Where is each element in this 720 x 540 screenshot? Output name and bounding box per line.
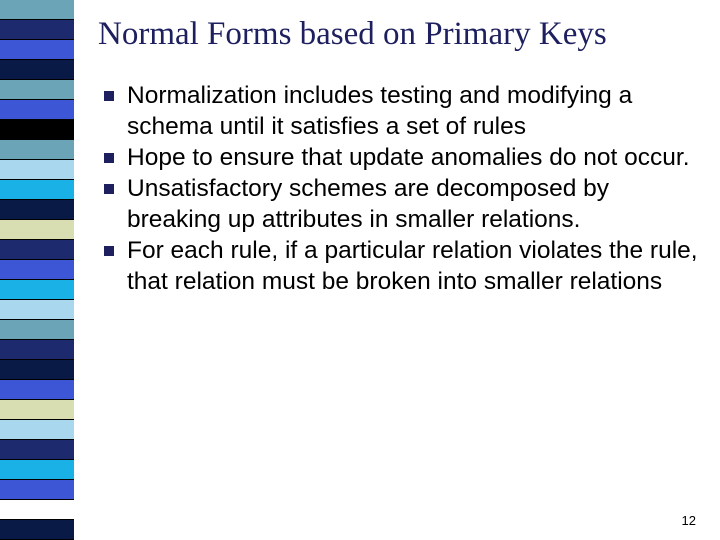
stripe-block: [0, 100, 74, 120]
stripe-block: [0, 0, 74, 20]
stripe-block: [0, 340, 74, 360]
stripe-block: [0, 420, 74, 440]
bullet-list: [104, 80, 704, 297]
stripe-block: [0, 320, 74, 340]
stripe-block: [0, 400, 74, 420]
stripe-block: [0, 40, 74, 60]
stripe-block: [0, 520, 74, 540]
stripe-block: [0, 120, 74, 140]
bullet-text: Unsatisfactory schemes are decomposed by breaking up attributes in smaller relations.: [127, 175, 610, 233]
stripe-block: [0, 360, 74, 380]
square-bullet-icon: [104, 91, 114, 101]
stripe-block: [0, 460, 74, 480]
stripe-block: [0, 480, 74, 500]
stripe-block: [0, 500, 74, 520]
stripe-block: [0, 20, 74, 40]
bullet-item: [104, 142, 704, 173]
stripe-block: [0, 60, 74, 80]
decorative-stripe: [0, 0, 74, 540]
stripe-block: [0, 380, 74, 400]
bullet-text: Normalization includes testing and modifying a schema until it satisfies a set of rules: [127, 82, 633, 140]
square-bullet-icon: [104, 246, 114, 256]
bullet-text: For each rule, if a particular relation violates the rule, that relation must be broken into smaller relations: [127, 237, 698, 295]
bullet-text: Hope to ensure that update anomalies do not occur.: [127, 144, 690, 171]
stripe-block: [0, 160, 74, 180]
square-bullet-icon: [104, 184, 114, 194]
stripe-block: [0, 140, 74, 160]
bullet-item: [104, 173, 704, 235]
stripe-block: [0, 300, 74, 320]
bullet-item: [104, 235, 704, 297]
slide-title: Normal Forms based on Primary Keys: [98, 16, 607, 52]
page-number: 12: [681, 513, 696, 528]
stripe-block: [0, 280, 74, 300]
stripe-block: [0, 260, 74, 280]
square-bullet-icon: [104, 153, 114, 163]
stripe-block: [0, 80, 74, 100]
stripe-block: [0, 220, 74, 240]
stripe-block: [0, 200, 74, 220]
stripe-block: [0, 180, 74, 200]
stripe-block: [0, 440, 74, 460]
stripe-block: [0, 240, 74, 260]
bullet-item: [104, 80, 704, 142]
